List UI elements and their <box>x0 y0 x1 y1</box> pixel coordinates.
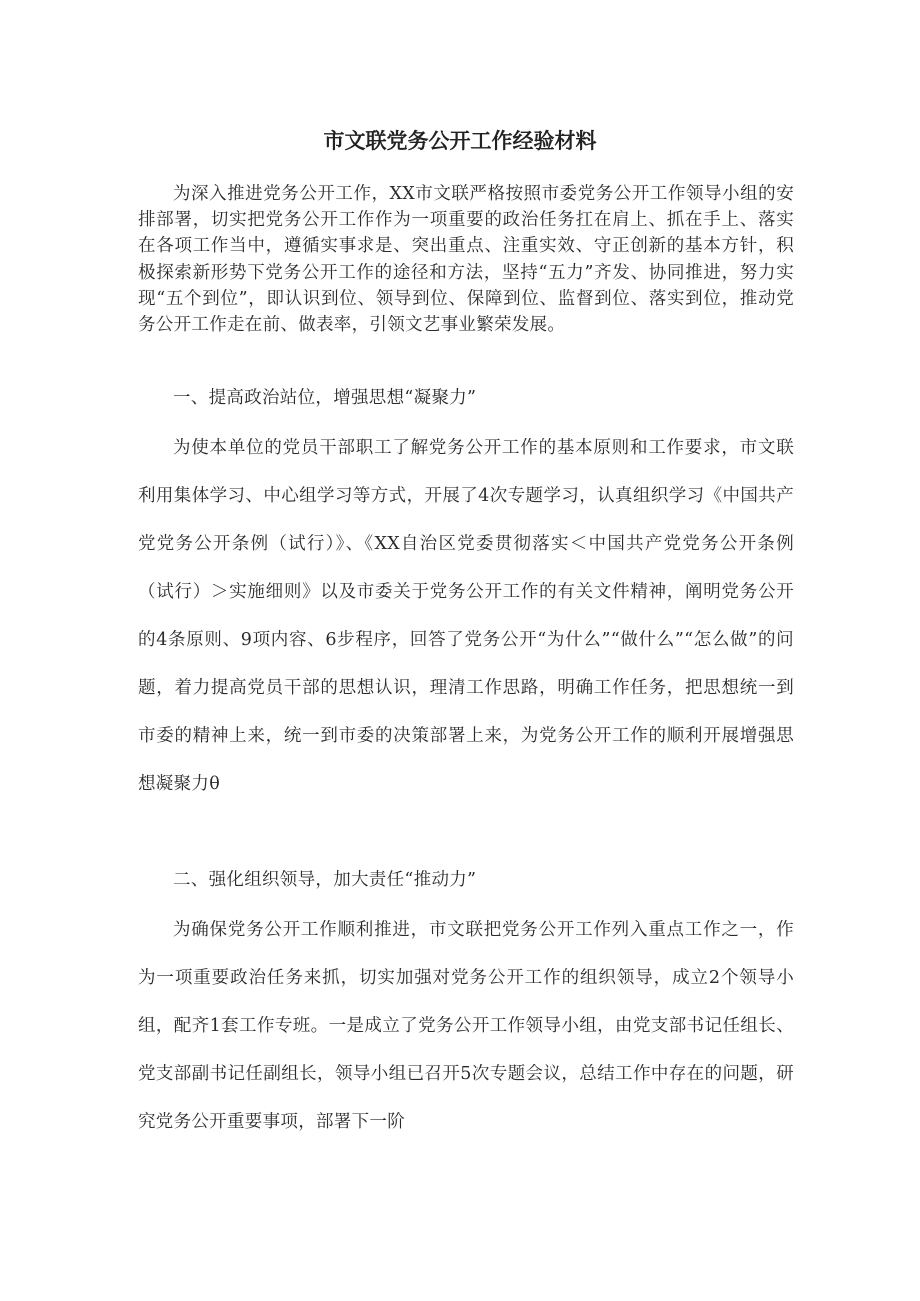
section-1-heading: 一、提高政治站位，增强思想“凝聚力” <box>173 388 477 408</box>
section-2-heading: 二、强化组织领导，加大责任“推动力” <box>173 870 477 890</box>
document-title: 市文联党务公开工作经验材料 <box>323 129 597 153</box>
intro-paragraph: 为深入推进党务公开工作，XX市文联严格按照市委党务公开工作领导小组的安排部署，切实把党务公开工作作为一项重要的政治任务扛在肩上、抓在手上、落实在各项工作当中，遵循实事求是、突出重点、注重实效、守正创新的基本方针，积极探索新形势下党务公开工作的途径和方法，坚持“五力”齐发、协同推进，努力实现“五个到位”，即认识到位、领导到位、保障到位、监督到位、落实到位，推动党务公开工作走在前、做表率，引领文艺事业繁荣发展。 <box>138 184 794 336</box>
section-2-paragraph: 为确保党务公开工作顺利推进，市文联把党务公开工作列入重点工作之一，作为一项重要政治任务来抓，切实加强对党务公开工作的组织领导，成立2个领导小组，配齐1套工作专班。一是成立了党务公开工作领导小组，由党支部书记任组长、党支部副书记任副组长，领导小组已召开5次专题会议，总结工作中存在的问题，研究党务公开重要事项，部署下一阶 <box>138 920 794 1132</box>
section-1-paragraph: 为使本单位的党员干部职工了解党务公开工作的基本原则和工作要求，市文联利用集体学习、中心组学习等方式，开展了4次专题学习，认真组织学习《中国共产党党务公开条例（试行）》、《XX自治区党委贯彻落实＜中国共产党党务公开条例（试行）＞实施细则》以及市委关于党务公开工作的有关文件精神，阐明党务公开的4条原则、9项内容、6步程序，回答了党务公开“为什么”“做什么”“怎么做”的问题，着力提高党员干部的思想认识，理清工作思路，明确工作任务，把思想统一到市委的精神上来，统一到市委的决策部署上来，为党务公开工作的顺利开展增强思想凝聚力θ <box>138 438 794 794</box>
